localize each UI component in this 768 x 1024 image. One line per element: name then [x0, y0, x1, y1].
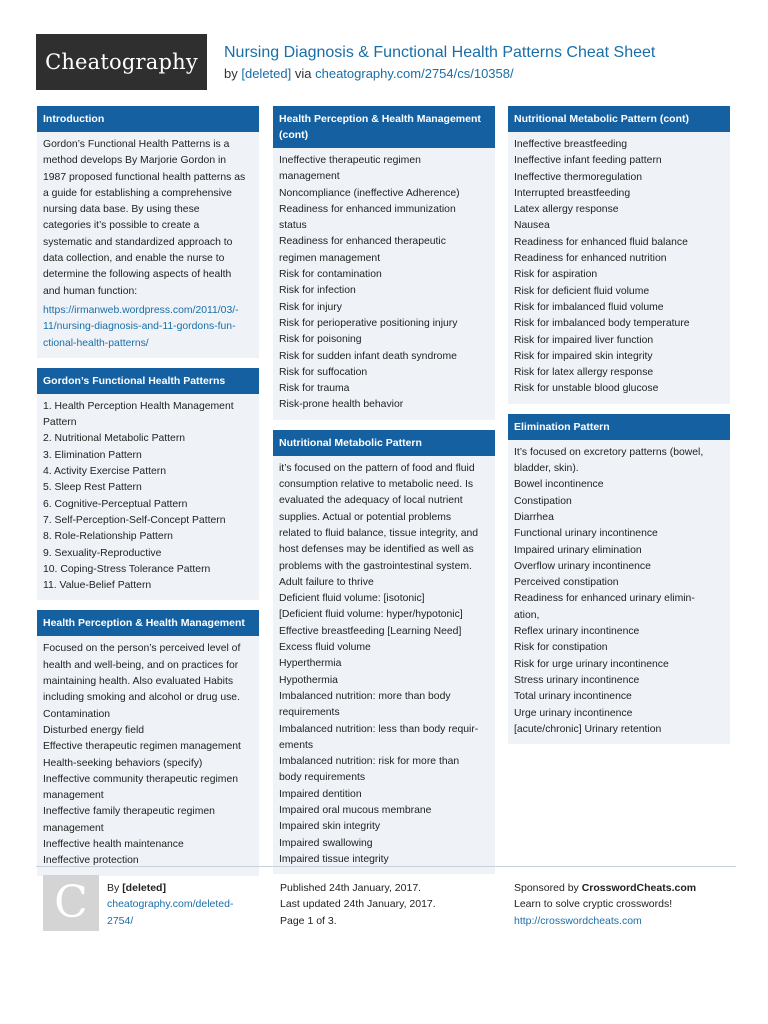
- footer-by: By: [107, 882, 120, 894]
- list-item: Impaired oral mucous membrane: [279, 804, 432, 816]
- section-health-perception-cont: [273, 106, 495, 420]
- text-line: Gordon’s Functional Health Patterns is a: [43, 139, 230, 150]
- section-body: [37, 636, 259, 875]
- list-item: Imbalanced nutrition: risk for more than: [279, 756, 460, 768]
- section-body: [273, 456, 495, 874]
- section-title: Nutritional Metabolic Pattern: [273, 430, 495, 456]
- list-item: Disturbed energy field: [43, 724, 145, 736]
- list-item: Ineffective health maintenance: [43, 838, 184, 850]
- page-number: Page 1 of 3.: [280, 914, 337, 927]
- reference-link[interactable]: https://irmanweb.wordpress.com/2011/03/-: [43, 304, 239, 316]
- list-item: regimen management: [279, 252, 381, 264]
- section-title: Health Perception & Health Management: [37, 610, 259, 636]
- footer-author-name: [deleted]: [122, 882, 166, 894]
- list-item: Ineffective protection: [43, 855, 139, 867]
- list-item: Bowel incontinence: [514, 479, 604, 491]
- list-item: Perceived constipation: [514, 577, 619, 589]
- list-item: Risk for injury: [279, 301, 342, 313]
- text-line: a guide for establishing a comprehensive: [43, 187, 232, 199]
- text-line: categories it’s possible to create a: [43, 220, 200, 232]
- list-item: Ineffective community therapeutic regimen: [43, 773, 239, 785]
- list-item: body requirements: [279, 772, 366, 784]
- list-item: Risk for infection: [279, 285, 356, 297]
- list-item: Readiness for enhanced immunization: [279, 203, 456, 215]
- list-item: Risk for aspiration: [514, 269, 598, 281]
- footer-author: [107, 880, 257, 929]
- text-line: bladder, skin).: [514, 463, 579, 475]
- list-item: Stress urinary incontinence: [514, 674, 640, 686]
- section-body: [273, 148, 495, 420]
- list-item: Ineffective family therapeutic regimen: [43, 806, 215, 818]
- list-item: 8. Role-Relationship Pattern: [43, 531, 173, 543]
- section-title: Nutritional Metabolic Pattern (cont): [508, 106, 730, 132]
- list-item: Risk for urge urinary incontinence: [514, 658, 669, 670]
- page-header: [36, 34, 736, 90]
- section-body: [508, 440, 730, 744]
- section-nutritional-metabolic-cont: [508, 106, 730, 404]
- list-item: Pattern: [43, 417, 77, 429]
- text-line: data collection, and enable the nurse to: [43, 253, 225, 265]
- list-item: Readiness for enhanced therapeutic: [279, 236, 446, 248]
- list-item: Contamination: [43, 708, 111, 720]
- sponsor-name: CrosswordCheats.com: [581, 882, 697, 894]
- list-item: Urge urinary incontinence: [514, 707, 633, 719]
- sheet-title[interactable]: Nursing Diagnosis & Functional Health Patterns Cheat Sheet: [224, 44, 656, 61]
- list-item: 5. Sleep Rest Pattern: [43, 482, 142, 494]
- list-item: 11. Value-Belief Pattern: [43, 580, 152, 592]
- list-item: Risk for contamination: [279, 269, 382, 281]
- column-2: [273, 106, 495, 884]
- sponsor-prefix: Sponsored by: [514, 882, 579, 894]
- list-item: 9. Sexuality-Reproductive: [43, 547, 162, 559]
- text-line: problems with the gastrointestinal system.: [279, 560, 472, 572]
- text-line: method develops By Marjorie Gordon in: [43, 155, 227, 167]
- sponsor-tagline: Learn to solve cryptic crosswords!: [514, 898, 673, 911]
- text-line: it’s focused on the pattern of food and fluid: [279, 462, 475, 474]
- section-health-perception: [37, 610, 259, 875]
- list-item: Risk for imbalanced fluid volume: [514, 301, 664, 313]
- text-line: host defenses may be identified as well as: [279, 544, 474, 556]
- list-item: Total urinary incontinence: [514, 691, 632, 703]
- section-gordons-patterns: [37, 368, 259, 601]
- list-item: Ineffective thermoregulation: [514, 171, 643, 183]
- list-item: Risk for imbalanced body temperature: [514, 318, 690, 330]
- list-item: Interrupted breastfeeding: [514, 187, 631, 199]
- section-body: [508, 132, 730, 404]
- section-title-line: (cont): [279, 129, 309, 141]
- text-line: and human function:: [43, 285, 138, 297]
- text-line: determine the following aspects of health: [43, 269, 232, 281]
- list-item: Risk for trauma: [279, 383, 350, 395]
- section-elimination: [508, 414, 730, 744]
- author-link[interactable]: [deleted]: [241, 66, 292, 81]
- list-item: Excess fluid volume: [279, 642, 371, 654]
- list-item: requirements: [279, 707, 340, 719]
- list-item: [acute/chronic] Urinary retention: [514, 723, 662, 735]
- list-item: Risk for perioperative positioning injury: [279, 317, 458, 329]
- list-item: Diarrhea: [514, 511, 554, 523]
- list-item: Ineffective infant feeding pattern: [514, 155, 662, 167]
- list-item: Risk for impaired liver function: [514, 334, 654, 346]
- list-item: status: [279, 220, 307, 232]
- list-item: Health-seeking behaviors (specify): [43, 757, 203, 769]
- list-item: Risk for suffocation: [279, 366, 368, 378]
- footer-author-link[interactable]: 2754/: [107, 914, 134, 927]
- list-item: Ineffective breastfeeding: [514, 139, 628, 150]
- list-item: Effective therapeutic regimen management: [43, 741, 241, 753]
- list-item: management: [43, 790, 104, 802]
- text-line: supplies. Actual or potential problems: [279, 511, 452, 523]
- text-line: consumption relative to metabolic need. Is: [279, 479, 474, 491]
- list-item: Risk for impaired skin integrity: [514, 350, 653, 362]
- footer-author-link[interactable]: cheatography.com/deleted-: [107, 898, 234, 911]
- column-1: [37, 106, 259, 886]
- list-item: Adult failure to thrive: [279, 576, 374, 588]
- list-item: 10. Coping-Stress Tolerance Pattern: [43, 563, 211, 575]
- column-3: [508, 106, 730, 754]
- list-item: Readiness for enhanced nutrition: [514, 253, 667, 265]
- list-item: Constipation: [514, 495, 572, 507]
- list-item: Overflow urinary incontinence: [514, 560, 651, 572]
- text-line: It’s focused on excretory patterns (bowel,: [514, 446, 704, 458]
- text-line: evaluated the adequacy of local nutrient: [279, 495, 463, 507]
- updated-date: Last updated 24th January, 2017.: [280, 898, 436, 911]
- list-item: Impaired swallowing: [279, 837, 373, 849]
- sponsor-link[interactable]: http://crosswordcheats.com: [514, 914, 642, 927]
- list-item: Latex allergy response: [514, 204, 619, 216]
- list-item: Risk for unstable blood glucose: [514, 383, 659, 395]
- reference-link[interactable]: 11/nursing-diagnosis-and-11-gordons-fun-: [43, 321, 236, 333]
- sheet-url-link[interactable]: cheatography.com/2754/cs/10358/: [315, 66, 514, 81]
- list-item: Imbalanced nutrition: more than body: [279, 690, 451, 702]
- list-item: Readiness for enhanced urinary elimin-: [514, 593, 695, 605]
- text-line: systematic and standardized approach to: [43, 236, 233, 248]
- section-title: [273, 106, 495, 148]
- section-nutritional-metabolic: [273, 430, 495, 874]
- text-line: Focused on the person’s perceived level of: [43, 643, 241, 655]
- list-item: Deficient fluid volume: [isotonic]: [279, 593, 425, 605]
- section-title-line: Health Perception & Health Management: [279, 113, 481, 125]
- section-title: Gordon’s Functional Health Patterns: [37, 368, 259, 394]
- list-item: Hyperthermia: [279, 658, 342, 670]
- list-item: 1. Health Perception Health Management: [43, 400, 234, 412]
- list-item: 4. Activity Exercise Pattern: [43, 466, 167, 478]
- list-item: management: [43, 822, 104, 834]
- list-item: 7. Self-Perception-Self-Concept Pattern: [43, 514, 226, 526]
- list-item: Risk for deficient fluid volume: [514, 285, 650, 297]
- text-line: related to fluid balance, tissue integrity, and: [279, 527, 479, 539]
- list-item: Readiness for enhanced fluid balance: [514, 236, 688, 248]
- text-line: maintaining health. Also evaluated Habits: [43, 676, 234, 688]
- list-item: ation,: [514, 609, 540, 621]
- section-body: [37, 132, 259, 358]
- text-line: including smoking and alcohol or drug use.: [43, 692, 240, 704]
- list-item: Impaired tissue integrity: [279, 853, 389, 865]
- list-item: Impaired dentition: [279, 788, 362, 800]
- list-item: Effective breastfeeding [Learning Need]: [279, 625, 462, 637]
- byline: [224, 66, 514, 81]
- list-item: Risk for sudden infant death syndrome: [279, 350, 457, 362]
- list-item: Nausea: [514, 220, 550, 232]
- byline-via: via: [294, 66, 312, 81]
- list-item: Hypothermia: [279, 674, 338, 686]
- list-item: Ineffective therapeutic regimen: [279, 155, 421, 166]
- cheatography-logo[interactable]: Cheatography: [36, 34, 207, 90]
- list-item: Imbalanced nutrition: less than body requir-: [279, 723, 479, 735]
- text-line: health and well-being, and on practices for: [43, 659, 239, 671]
- list-item: Reflex urinary incontinence: [514, 626, 640, 638]
- footer-divider: [36, 866, 736, 867]
- list-item: management: [279, 171, 340, 183]
- text-line: nursing data base. By using these: [43, 204, 200, 216]
- list-item: Noncompliance (ineffective Adherence): [279, 187, 460, 199]
- list-item: 6. Cognitive-Perceptual Pattern: [43, 498, 188, 510]
- section-title: Elimination Pattern: [508, 414, 730, 440]
- section-body: [37, 394, 259, 601]
- list-item: 3. Elimination Pattern: [43, 449, 142, 461]
- section-introduction: [37, 106, 259, 358]
- list-item: Functional urinary incontinence: [514, 528, 658, 540]
- list-item: Risk for poisoning: [279, 334, 362, 346]
- text-line: 1987 proposed functional health patterns as: [43, 171, 246, 183]
- list-item: Risk-prone health behavior: [279, 399, 404, 411]
- list-item: [Deficient fluid volume: hyper/hypotonic]: [279, 609, 463, 621]
- byline-by: by: [224, 66, 238, 81]
- list-item: 2. Nutritional Metabolic Pattern: [43, 433, 186, 445]
- section-title: Introduction: [37, 106, 259, 132]
- list-item: Impaired urinary elimination: [514, 544, 642, 556]
- list-item: Risk for latex allergy response: [514, 367, 654, 379]
- reference-link[interactable]: ctional-health-patterns/: [43, 337, 149, 349]
- footer-dates: [280, 880, 490, 929]
- list-item: Impaired skin integrity: [279, 821, 381, 833]
- list-item: Risk for constipation: [514, 642, 608, 654]
- published-date: Published 24th January, 2017.: [280, 882, 422, 894]
- footer-sponsor: [514, 880, 734, 929]
- list-item: ements: [279, 739, 314, 751]
- author-avatar[interactable]: C: [43, 875, 99, 931]
